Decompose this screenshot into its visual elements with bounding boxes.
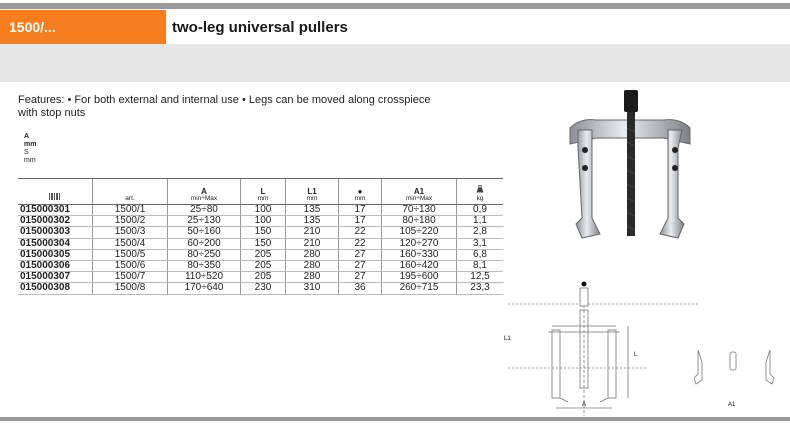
bottom-rule: [0, 417, 790, 421]
table-cell: 230: [241, 283, 286, 294]
table-cell: 150: [241, 238, 286, 249]
table-cell: 015000304: [18, 238, 93, 249]
table-cell: 280: [286, 249, 339, 260]
table-cell: 105÷220: [382, 227, 457, 238]
col-header-dot: ● mm: [339, 179, 382, 205]
table-cell: 50÷160: [168, 227, 241, 238]
legend-mm-2: mm: [24, 157, 36, 164]
table-cell: 100: [241, 216, 286, 227]
table-cell: 210: [286, 238, 339, 249]
table-cell: 1,1: [457, 216, 504, 227]
table-cell: 280: [286, 260, 339, 271]
table-cell: 280: [286, 272, 339, 283]
table-cell: 170÷640: [168, 283, 241, 294]
table-cell: 23,3: [457, 283, 504, 294]
table-cell: 015000307: [18, 272, 93, 283]
table-row: [18, 216, 503, 227]
dim-a: A: [582, 402, 587, 408]
table-cell: 205: [241, 249, 286, 260]
table-cell: 27: [339, 249, 382, 260]
table-cell: 160÷330: [382, 249, 457, 260]
table-cell: 27: [339, 260, 382, 271]
table-cell: 100: [241, 205, 286, 216]
table-cell: 22: [339, 238, 382, 249]
table-cell: 015000301: [18, 205, 93, 216]
right-leg: [660, 130, 684, 238]
table-cell: 015000303: [18, 227, 93, 238]
table-row: [18, 272, 503, 283]
spec-table: [18, 178, 503, 295]
table-cell: 17: [339, 216, 382, 227]
col-header-kg: kg: [457, 179, 504, 205]
table-cell: 015000306: [18, 260, 93, 271]
legend-s: S: [24, 149, 29, 156]
legend-a: A: [24, 133, 30, 140]
col-header-a1: A1 min÷Max: [382, 179, 457, 205]
technical-drawing: [488, 280, 788, 418]
features-text: Features: • For both external and internal use • Legs can be moved along crosspiece with stop nuts: [18, 94, 431, 119]
gray-band: [0, 44, 790, 82]
table-cell: 70÷130: [382, 205, 457, 216]
table-cell: 60÷200: [168, 238, 241, 249]
product-title: two-leg universal pullers: [166, 10, 790, 44]
table-cell: 27: [339, 272, 382, 283]
table-row: [18, 283, 503, 294]
table-row: [18, 260, 503, 271]
table-row: [18, 249, 503, 260]
table-cell: 150: [241, 227, 286, 238]
table-cell: 0,9: [457, 205, 504, 216]
table-cell: 80÷180: [382, 216, 457, 227]
table-cell: 205: [241, 260, 286, 271]
table-cell: 135: [286, 216, 339, 227]
table-cell: 3,1: [457, 238, 504, 249]
table-cell: 22: [339, 227, 382, 238]
spec-table-body: [18, 205, 503, 295]
table-cell: 210: [286, 227, 339, 238]
weight-icon: [476, 185, 484, 193]
table-header-row: [18, 179, 503, 205]
col-header-code: [18, 179, 93, 205]
table-cell: 260÷715: [382, 283, 457, 294]
units-legend: [24, 133, 36, 165]
top-rule: [0, 3, 790, 9]
threaded-spindle: [627, 112, 635, 236]
table-cell: 12,5: [457, 272, 504, 283]
table-cell: 25÷80: [168, 205, 241, 216]
screw-head: [624, 90, 638, 112]
col-header-l1: L1 mm: [286, 179, 339, 205]
table-cell: 17: [339, 205, 382, 216]
table-cell: 80÷250: [168, 249, 241, 260]
table-cell: 6,8: [457, 249, 504, 260]
table-cell: 1500/7: [93, 272, 168, 283]
table-cell: 015000308: [18, 283, 93, 294]
table-cell: 36: [339, 283, 382, 294]
table-row: [18, 205, 503, 216]
table-cell: 110÷520: [168, 272, 241, 283]
table-cell: 135: [286, 205, 339, 216]
table-cell: 80÷350: [168, 260, 241, 271]
table-cell: 160÷420: [382, 260, 457, 271]
col-header-a: A min÷Max: [168, 179, 241, 205]
table-row: [18, 238, 503, 249]
table-cell: 8,1: [457, 260, 504, 271]
barcode-icon: [49, 193, 61, 200]
dim-a1: A1: [728, 402, 736, 408]
puller-photo: [560, 88, 700, 248]
table-cell: 25÷130: [168, 216, 241, 227]
table-cell: 2,8: [457, 227, 504, 238]
header: [0, 10, 790, 44]
table-cell: 015000302: [18, 216, 93, 227]
table-cell: 1500/2: [93, 216, 168, 227]
product-code: 1500/...: [0, 10, 166, 44]
dim-l1: L1: [504, 336, 511, 342]
table-cell: 1500/6: [93, 260, 168, 271]
table-cell: 1500/5: [93, 249, 168, 260]
table-cell: 1500/3: [93, 227, 168, 238]
dim-l: L: [634, 352, 638, 358]
table-cell: 205: [241, 272, 286, 283]
legend-mm: mm: [24, 141, 37, 148]
table-cell: 310: [286, 283, 339, 294]
table-cell: 1500/8: [93, 283, 168, 294]
col-header-l: L mm: [241, 179, 286, 205]
table-cell: 1500/4: [93, 238, 168, 249]
col-header-art: art.: [93, 179, 168, 205]
table-row: [18, 227, 503, 238]
left-leg: [576, 130, 600, 238]
table-cell: 120÷270: [382, 238, 457, 249]
table-cell: 1500/1: [93, 205, 168, 216]
table-cell: 195÷600: [382, 272, 457, 283]
table-cell: 015000305: [18, 249, 93, 260]
